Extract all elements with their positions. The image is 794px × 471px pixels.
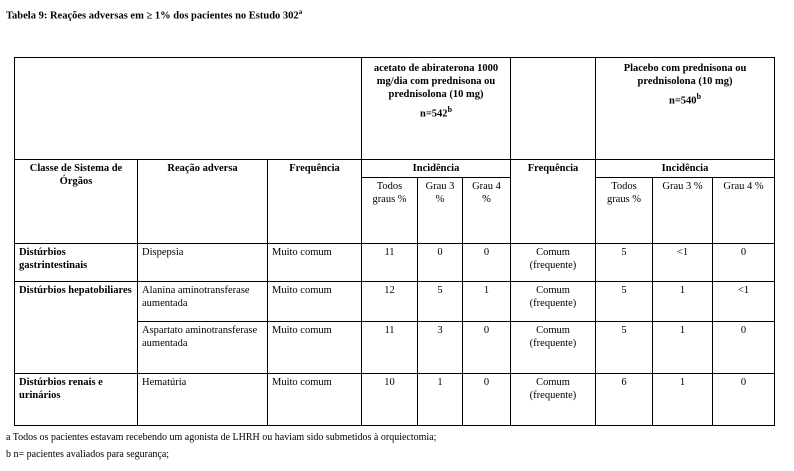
row-frequency: Muito comum bbox=[268, 374, 362, 426]
row-abi-g3: 3 bbox=[418, 322, 463, 374]
row-pla-g3: 1 bbox=[653, 322, 713, 374]
empty-corner-cell bbox=[15, 58, 362, 160]
row-abi-g4: 0 bbox=[463, 244, 511, 282]
row-pla-g4: 0 bbox=[713, 244, 775, 282]
row-soc: Distúrbios renais e urinários bbox=[15, 374, 138, 426]
header-incidence: Incidência bbox=[362, 160, 511, 178]
table-row bbox=[15, 244, 775, 282]
placebo-group-header: Placebo com prednisona ou prednisolona (10 mg) $n=540^b$ bbox=[596, 58, 775, 160]
row-frequency: Muito comum bbox=[268, 244, 362, 282]
row-reaction: Alanina aminotransferase aumentada bbox=[138, 282, 268, 322]
empty-group-cell bbox=[511, 58, 596, 160]
adverse-reactions-table bbox=[14, 57, 775, 426]
header-incidence2: Incidência bbox=[596, 160, 775, 178]
row-frequency2: Comum (frequente) bbox=[511, 322, 596, 374]
table-row bbox=[15, 374, 775, 426]
row-frequency2: Comum (frequente) bbox=[511, 374, 596, 426]
row-pla-g4: <1 bbox=[713, 282, 775, 322]
abiraterone-group-header: acetato de abiraterona 1000 mg/dia com prednisona ou prednisolona (10 mg) $n=542^b$ bbox=[362, 58, 511, 160]
subheader-all-grades: Todos graus % bbox=[362, 178, 418, 244]
footnote-b: b n= pacientes avaliados para segurança; bbox=[6, 449, 170, 460]
row-pla-g4: 0 bbox=[713, 374, 775, 426]
row-frequency: Muito comum bbox=[268, 322, 362, 374]
table-row bbox=[15, 282, 775, 322]
row-pla-g4: 0 bbox=[713, 322, 775, 374]
row-abi-g3: 0 bbox=[418, 244, 463, 282]
header-frequency: Frequência bbox=[268, 160, 362, 244]
row-pla-all: 5 bbox=[596, 244, 653, 282]
row-abi-all: 11 bbox=[362, 322, 418, 374]
row-reaction: Dispepsia bbox=[138, 244, 268, 282]
row-abi-g3: 5 bbox=[418, 282, 463, 322]
subheader-grade4: Grau 4 % bbox=[463, 178, 511, 244]
row-abi-g4: 0 bbox=[463, 374, 511, 426]
row-reaction: Hematúria bbox=[138, 374, 268, 426]
row-abi-all: 10 bbox=[362, 374, 418, 426]
row-abi-all: 12 bbox=[362, 282, 418, 322]
row-pla-g3: 1 bbox=[653, 374, 713, 426]
subheader-grade3-placebo: Grau 3 % bbox=[653, 178, 713, 244]
row-soc: Distúrbios gastrintestinais bbox=[15, 244, 138, 282]
row-abi-g4: 0 bbox=[463, 322, 511, 374]
row-abi-all: 11 bbox=[362, 244, 418, 282]
row-abi-g3: 1 bbox=[418, 374, 463, 426]
row-pla-all: 5 bbox=[596, 322, 653, 374]
row-reaction: Aspartato aminotransferase aumentada bbox=[138, 322, 268, 374]
header-reaction: Reação adversa bbox=[138, 160, 268, 244]
row-pla-g3: <1 bbox=[653, 244, 713, 282]
row-abi-g4: 1 bbox=[463, 282, 511, 322]
subheader-grade3: Grau 3 % bbox=[418, 178, 463, 244]
row-frequency: Muito comum bbox=[268, 282, 362, 322]
row-frequency2: Comum (frequente) bbox=[511, 244, 596, 282]
footnote-a: a Todos os pacientes estavam recebendo um agonista de LHRH ou haviam sido submetidos à orquiectomia; bbox=[6, 432, 437, 443]
row-soc: Distúrbios hepatobiliares bbox=[15, 282, 138, 374]
subheader-all-grades-placebo: Todos graus % bbox=[596, 178, 653, 244]
header-soc: Classe de Sistema de Órgãos bbox=[15, 160, 138, 244]
header-frequency2: Frequência bbox=[511, 160, 596, 244]
row-pla-all: 5 bbox=[596, 282, 653, 322]
row-frequency2: Comum (frequente) bbox=[511, 282, 596, 322]
table-caption: Tabela 9: Reações adversas em ≥ 1% dos pacientes no Estudo 302$^a$ bbox=[6, 8, 303, 22]
row-pla-g3: 1 bbox=[653, 282, 713, 322]
row-pla-all: 6 bbox=[596, 374, 653, 426]
subheader-grade4-placebo: Grau 4 % bbox=[713, 178, 775, 244]
